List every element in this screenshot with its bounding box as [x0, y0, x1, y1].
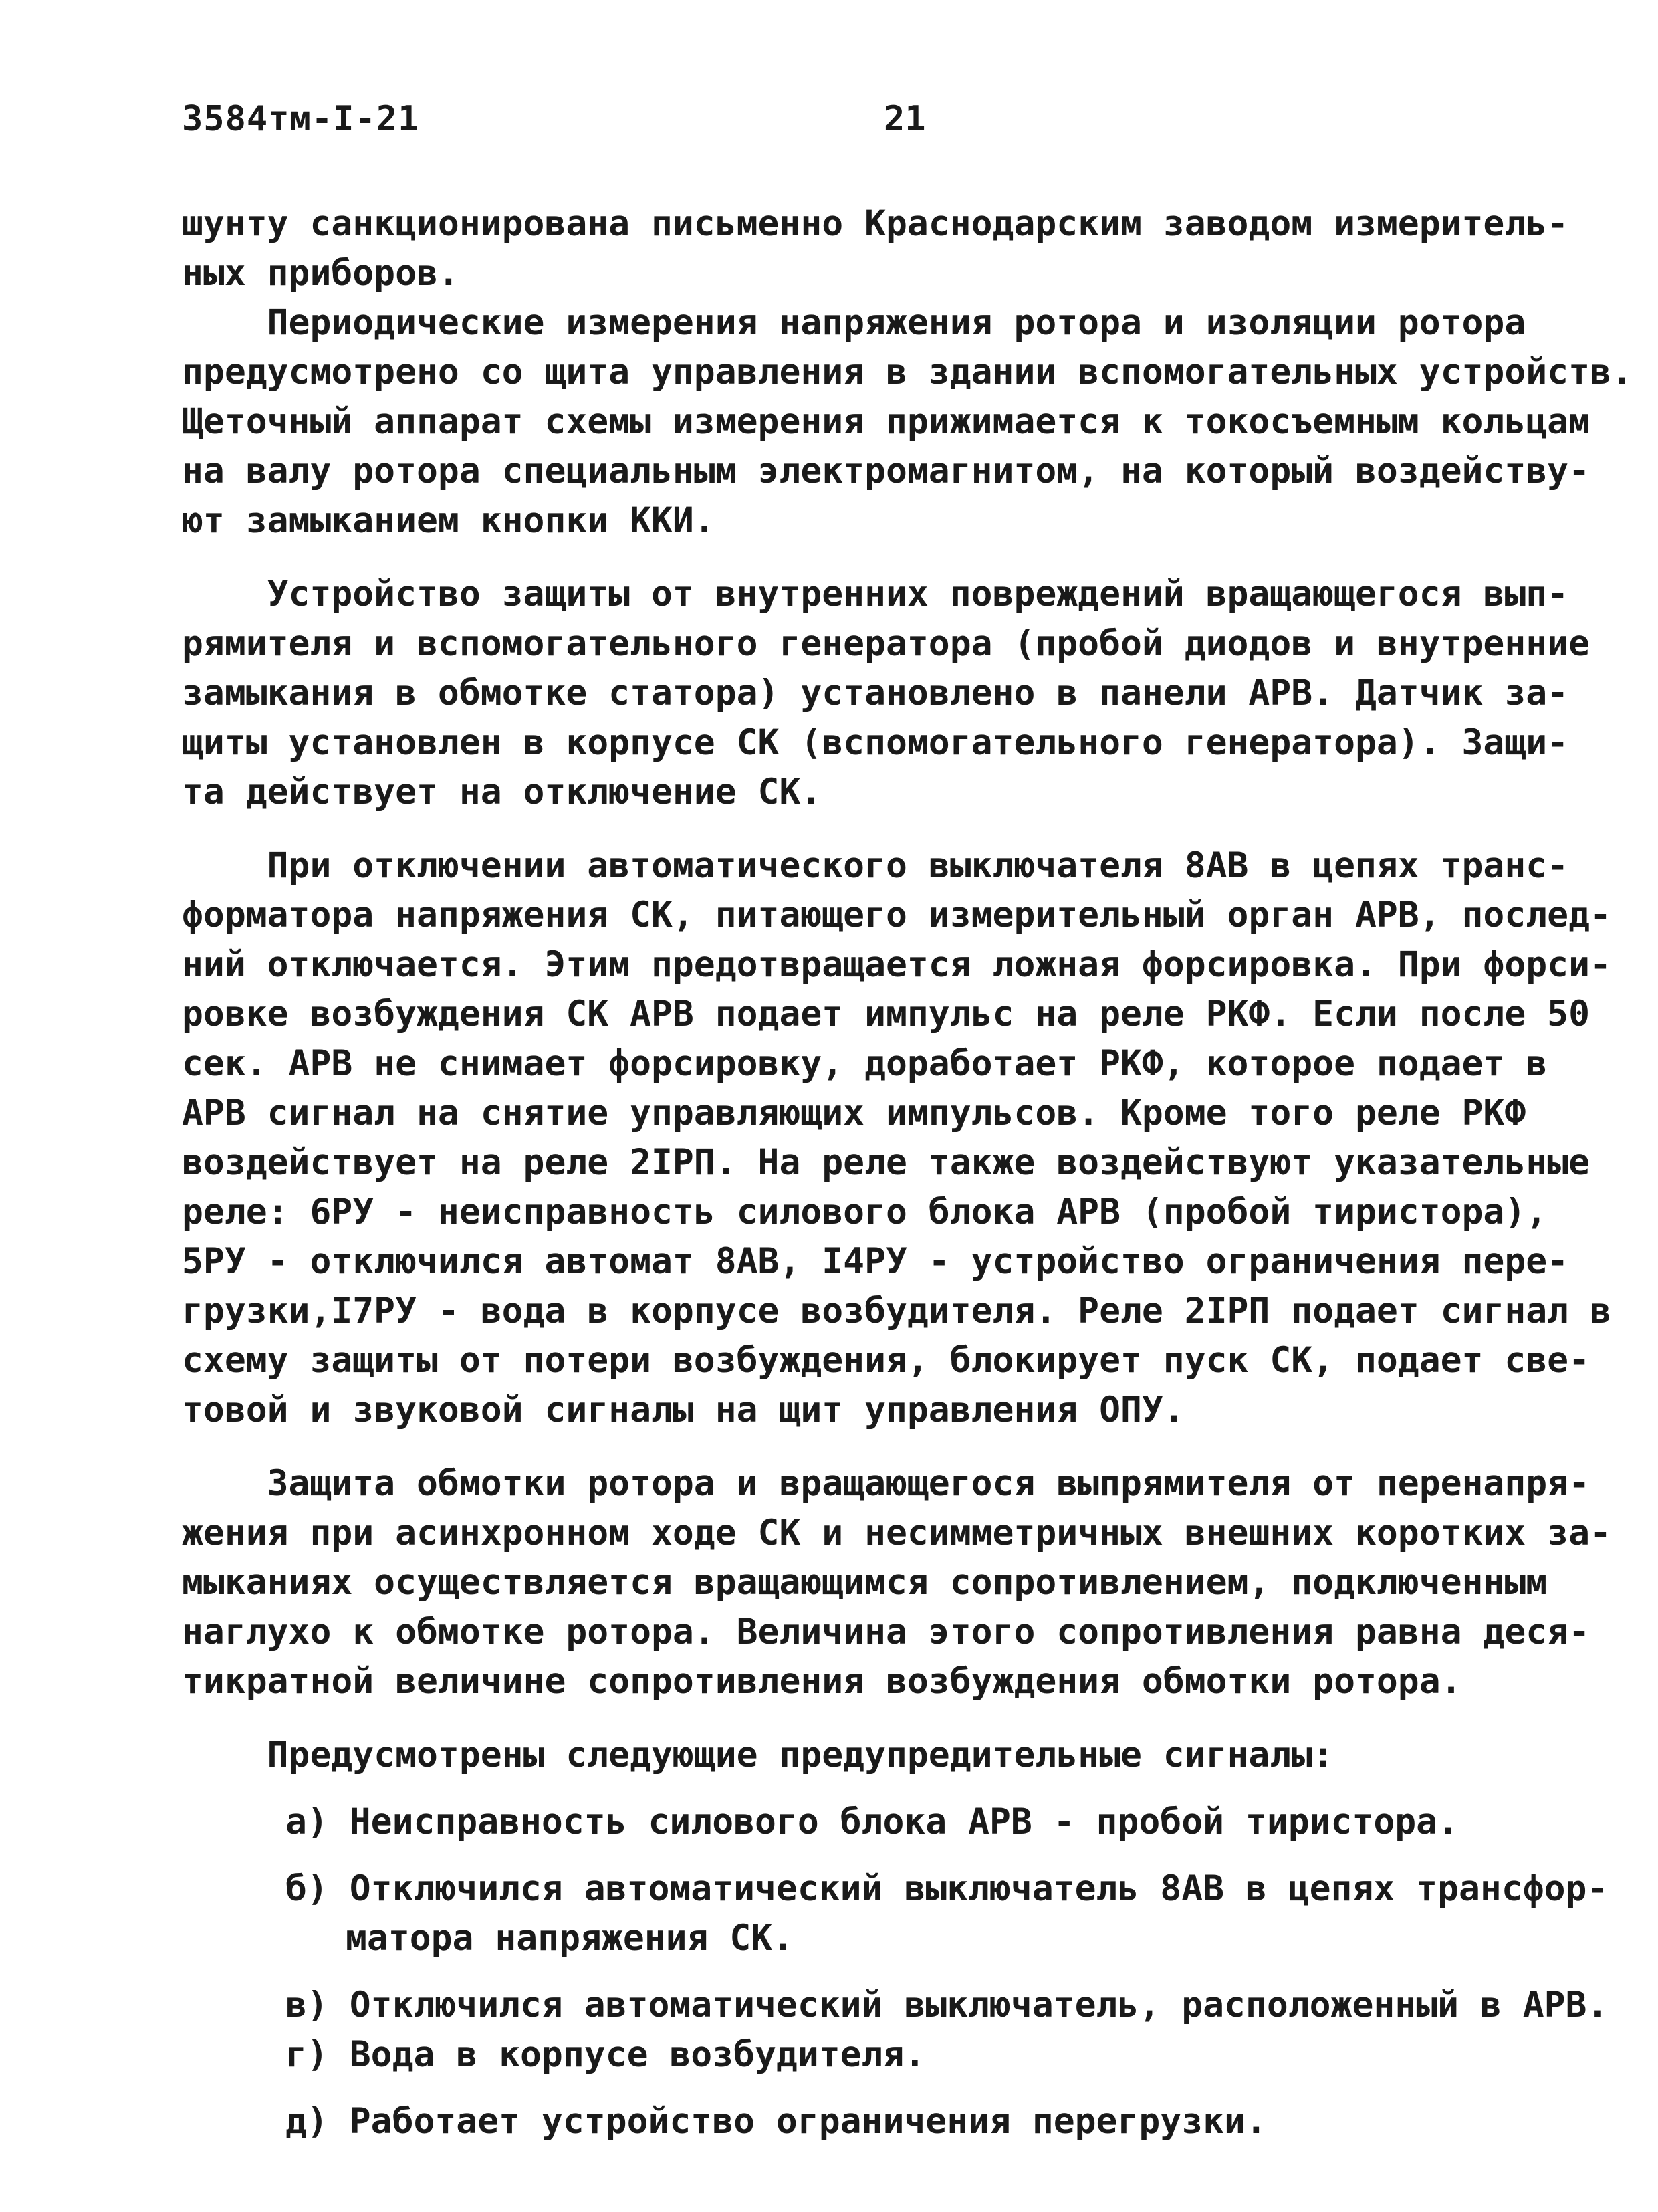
list-text: Неисправность силового блока АРВ - пробой тиристора.: [349, 1801, 1459, 1842]
text-line: АРВ сигнал на снятие управляющих импульсов. Кроме того реле РКФ: [182, 1093, 1526, 1133]
paragraph: [182, 298, 1633, 546]
list-item-text: [182, 1864, 1609, 1914]
text-line: Устройство защиты от внутренних повреждений вращающегося вып-: [182, 574, 1569, 615]
text-line: шунту санкционирована письменно Краснодарским заводом измеритель-: [182, 203, 1569, 244]
text-line: воздействует на реле 2IРП. На реле также воздействуют указательные: [182, 1142, 1590, 1183]
text-line: предусмотрено со щита управления в здании вспомогательных устройств.: [182, 352, 1633, 393]
text-line: жения при асинхронном ходе СК и несимметричных внешних коротких за-: [182, 1513, 1611, 1553]
list-item: [182, 2097, 1539, 2146]
list-marker: б): [285, 1868, 328, 1909]
text-line: схему защиты от потери возбуждения, блокирует пуск СК, подает све-: [182, 1340, 1590, 1381]
text-line: грузки,I7РУ - вода в корпусе возбудителя. Реле 2IРП подает сигнал в: [182, 1291, 1611, 1331]
text-line: мыканиях осуществляется вращающимся сопротивлением, подключенным: [182, 1562, 1548, 1603]
list-item-text: [182, 1981, 1609, 2030]
page-number: 21: [884, 99, 926, 139]
text-line: ний отключается. Этим предотвращается ложная форсировка. При форси-: [182, 944, 1611, 985]
list-marker: в): [285, 1985, 328, 2025]
list-item-text: [182, 2030, 1539, 2080]
text-line: Защита обмотки ротора и вращающегося выпрямителя от перенапря-: [182, 1463, 1590, 1504]
document-code: 3584тм-I-21: [182, 99, 420, 139]
document-body: [182, 199, 1633, 2146]
text-line: товой и звуковой сигналы на щит управления ОПУ.: [182, 1390, 1185, 1430]
list-text: Вода в корпусе возбудителя.: [349, 2034, 926, 2075]
list-text: Отключился автоматический выключатель 8АВ в цепях трансфор-: [349, 1868, 1609, 1909]
text-line: ют замыканием кнопки ККИ.: [182, 500, 715, 541]
list-item: [182, 2030, 1539, 2080]
paragraph: [182, 570, 1590, 817]
text-line: Щеточный аппарат схемы измерения прижимается к токосъемным кольцам: [182, 401, 1590, 442]
signal-list: [182, 1797, 1609, 2146]
text-line: наглухо к обмотке ротора. Величина этого сопротивления равна деся-: [182, 1612, 1590, 1652]
text-line: щиты установлен в корпусе СК (вспомогательного генератора). Защи-: [182, 722, 1569, 763]
list-text: Работает устройство ограничения перегрузки.: [349, 2101, 1267, 2142]
list-text: Отключился автоматический выключатель, расположенный в АРВ.: [349, 1985, 1609, 2025]
paragraph: [182, 1459, 1611, 1706]
list-marker: г): [285, 2034, 328, 2075]
text-line: 5РУ - отключился автомат 8АВ, I4РУ - устройство ограничения пере-: [182, 1241, 1569, 1282]
list-item: [182, 1981, 1609, 2030]
text-line: Периодические измерения напряжения ротора и изоляции ротора: [182, 302, 1526, 343]
text-line: замыкания в обмотке статора) установлено в панели АРВ. Датчик за-: [182, 673, 1569, 713]
text-line: реле: 6РУ - неисправность силового блока АРВ (пробой тиристора),: [182, 1192, 1548, 1232]
list-item: [182, 1797, 1539, 1847]
text-line: рямителя и вспомогательного генератора (пробой диодов и внутренние: [182, 623, 1590, 664]
text-line: При отключении автоматического выключателя 8АВ в цепях транс-: [182, 845, 1569, 886]
paragraph: [182, 1731, 1539, 1780]
list-item-text: [182, 1797, 1539, 1847]
text-line: форматора напряжения СК, питающего измерительный орган АРВ, послед-: [182, 895, 1611, 935]
list-item: [182, 1864, 1609, 1963]
list-item-text: [182, 2097, 1539, 2146]
text-line: тикратной величине сопротивления возбуждения обмотки ротора.: [182, 1661, 1462, 1702]
text-line: сек. АРВ не снимает форсировку, доработает РКФ, которое подает в: [182, 1043, 1548, 1084]
text-line: ных приборов.: [182, 253, 459, 294]
paragraph: [182, 841, 1611, 1435]
text-line: Предусмотрены следующие предупредительные сигналы:: [182, 1735, 1334, 1775]
list-marker: д): [285, 2101, 328, 2142]
list-marker: а): [285, 1801, 328, 1842]
text-line: ровке возбуждения СК АРВ подает импульс на реле РКФ. Если после 50: [182, 994, 1590, 1034]
text-line: та действует на отключение СК.: [182, 772, 822, 812]
list-text-continuation: матора напряжения СК.: [346, 1918, 794, 1959]
paragraph: [182, 199, 1569, 298]
text-line: на валу ротора специальным электромагнитом, на который воздейству-: [182, 451, 1590, 491]
